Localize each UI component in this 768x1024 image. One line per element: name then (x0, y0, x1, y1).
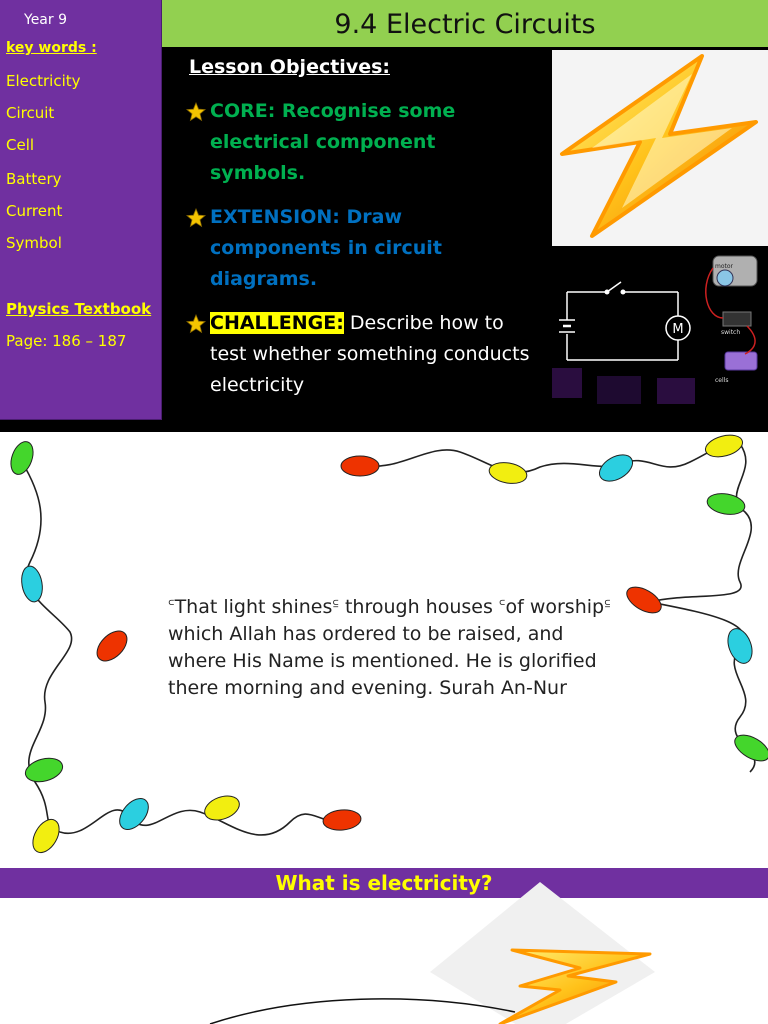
page-title: 9.4 Electric Circuits (334, 9, 596, 40)
objective-challenge (186, 308, 536, 401)
slide-what-is-electricity (0, 864, 768, 1024)
cells-label: cells (715, 377, 729, 384)
light-bulb-icon (322, 808, 362, 831)
challenge-text: Describe how to test whether something conducts electricity (210, 312, 530, 396)
ellipse-outline (210, 999, 515, 1024)
switch-contact (605, 290, 610, 295)
keyword-item: Electricity (6, 72, 81, 90)
star-icon (186, 314, 206, 334)
textbook-label: Physics Textbook (6, 300, 152, 318)
slide-heading: What is electricity? (275, 871, 493, 895)
light-bulb-icon (595, 449, 637, 486)
objective-core (186, 96, 536, 189)
motor-symbol-label: M (672, 322, 684, 337)
slide-lesson-objectives (0, 0, 768, 432)
light-bulb-icon (724, 625, 757, 666)
switch-label: switch (721, 329, 741, 336)
motor-label: motor (715, 263, 734, 270)
keywords-sidebar (0, 0, 162, 420)
objective-extension (186, 202, 536, 295)
lightning-bolt-image (552, 50, 768, 246)
light-bulb-icon (703, 432, 745, 461)
light-bulb-icon (91, 625, 132, 666)
light-bulb-icon (7, 439, 37, 478)
keyword-item: Battery (6, 170, 62, 188)
extension-objective-text: EXTENSION: Draw components in circuit diagrams. (210, 206, 442, 290)
star-icon (186, 102, 206, 122)
circuit-diagram (537, 248, 768, 408)
slide-quote (0, 432, 768, 864)
light-bulb-icon (706, 491, 747, 517)
keywords-heading: key words : (6, 40, 97, 56)
motor-fan (717, 270, 733, 286)
light-bulb-icon (201, 792, 242, 825)
quote-text: ꜂That light shines꜃ through houses ꜂of worship꜃ which Allah has ordered to be raised, and where His Name is mentioned. He is glorified there morning and evening. Surah An-Nur (168, 596, 611, 699)
core-objective-text: CORE: Recognise some electrical component symbols. (210, 100, 456, 184)
light-bulb-icon (341, 456, 379, 476)
star-icon (186, 208, 206, 228)
challenge-label: CHALLENGE: (210, 312, 344, 334)
light-bulb-icon (114, 793, 154, 835)
light-bulb-icon (19, 565, 45, 604)
lightning-bolt-icon (552, 50, 768, 246)
keyword-item: Current (6, 202, 63, 220)
keyword-item: Cell (6, 136, 35, 154)
cells-component (725, 352, 757, 370)
switch-contact (621, 290, 626, 295)
slide3-artwork (0, 864, 768, 1024)
keyword-item: Circuit (6, 104, 55, 122)
light-bulb-icon (27, 815, 64, 857)
objectives-heading: Lesson Objectives: (189, 56, 390, 78)
light-bulb-icon (623, 582, 666, 618)
circuit-diagram-image (537, 248, 768, 408)
keyword-item: Symbol (6, 234, 62, 252)
textbook-pages: Page: 186 – 187 (6, 332, 127, 350)
year-label: Year 9 (24, 12, 67, 28)
title-bar (162, 0, 768, 47)
switch-component (723, 312, 751, 326)
light-bulb-icon (488, 460, 529, 486)
